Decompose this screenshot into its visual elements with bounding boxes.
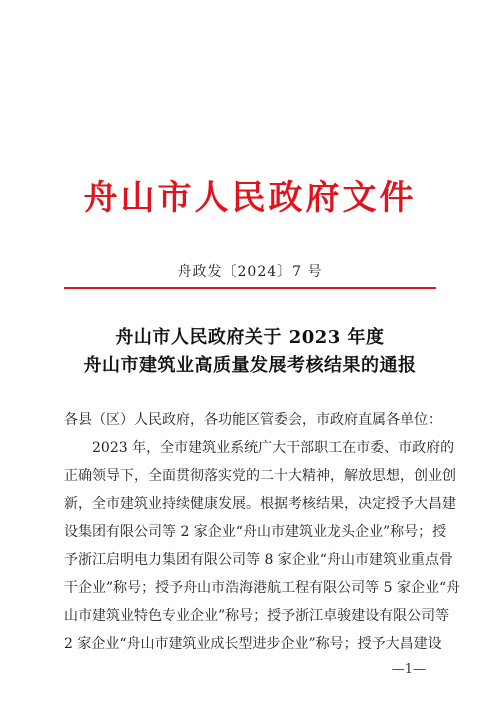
document-title-line-1: 舟山市人民政府关于 2023 年度 (115, 327, 385, 348)
document-title-line-2: 舟山市建筑业高质量发展考核结果的通报 (83, 355, 417, 376)
document-masthead: 舟山市人民政府文件 (83, 178, 417, 218)
body-line: 予浙江启明电力集团有限公司等 8 家企业“舟山市建筑业重点骨 (64, 552, 453, 568)
body-line: 干企业”称号；授予舟山市浩海港航工程有限公司等 5 家企业“舟 (64, 580, 461, 596)
body-line: 山市建筑业特色专业企业”称号；授予浙江卓骏建设有限公司等 (64, 608, 450, 624)
salutation: 各县（区）人民政府，各功能区管委会，市政府直属各单位： (64, 412, 442, 428)
page-number: —1— (391, 662, 426, 677)
body-line: 新，全市建筑业持续健康发展。根据考核结果，决定授予大昌建 (64, 496, 456, 512)
body-line: 2023 年，全市建筑业系统广大干部职工在市委、市政府的 (92, 440, 455, 456)
document-number: 舟政发〔2024〕7 号 (177, 264, 323, 280)
body-line: 正确领导下，全面贯彻落实党的二十大精神，解放思想，创业创 (64, 468, 456, 484)
body-line: 2 家企业“舟山市建筑业成长型进步企业”称号；授予大昌建设 (64, 636, 442, 652)
body-line: 设集团有限公司等 2 家企业“舟山市建筑业龙头企业”称号；授 (64, 524, 447, 540)
red-divider-rule (64, 287, 436, 289)
